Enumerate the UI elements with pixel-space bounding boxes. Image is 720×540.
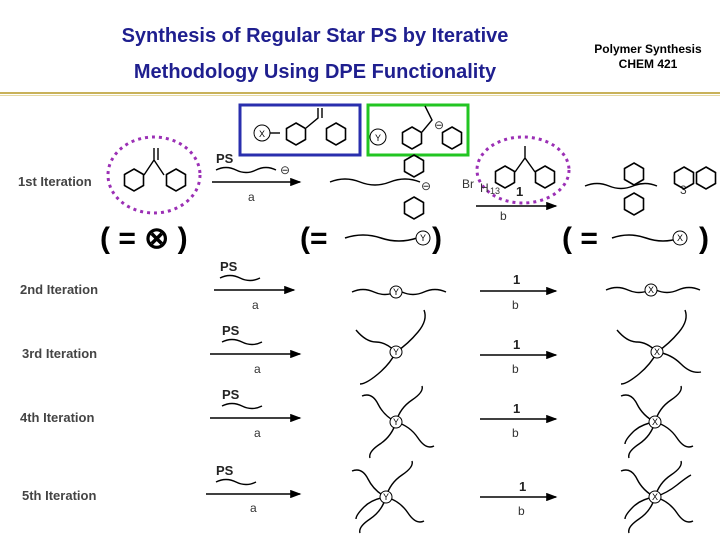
equivalence-row: [100, 222, 709, 255]
iteration-row-4: [210, 386, 693, 458]
y-node-2: Y: [392, 287, 400, 297]
course-line-1: Polymer Synthesis: [594, 42, 702, 56]
y-node-3: Y: [392, 347, 400, 357]
y-label: Y: [374, 133, 382, 143]
reagent-1-5: 1: [519, 479, 527, 494]
bromo-label: Br: [462, 177, 474, 191]
x-node-3: X: [653, 347, 661, 357]
iteration-label-3: 3rd Iteration: [22, 346, 98, 361]
step-a-4: a: [254, 426, 261, 440]
equals-y-close: ): [432, 222, 442, 255]
iteration-label-1: 1st Iteration: [18, 174, 92, 189]
step-b-2: b: [512, 298, 519, 312]
y-node-eq: Y: [419, 233, 427, 243]
reagent-1-2: 1: [513, 272, 521, 287]
reagent-ps-1: PS: [216, 151, 234, 166]
step-b-3: b: [512, 362, 519, 376]
iteration-label-4: 4th Iteration: [20, 410, 95, 425]
reagent-1-first: 1: [516, 184, 524, 199]
equals-x-open: ( =: [562, 222, 598, 255]
equals-circle-x: ( = ⊗ ): [100, 222, 188, 255]
step-b-5: b: [518, 504, 525, 518]
step-a-1: a: [248, 190, 255, 204]
h-label: H: [480, 181, 489, 195]
x-node-2: X: [647, 285, 655, 295]
y-monomer-box: [368, 105, 468, 155]
x-node-4: X: [651, 417, 659, 427]
title-line-1: Synthesis of Regular Star PS by Iterative: [121, 25, 509, 47]
reagent-ps-3: PS: [222, 323, 240, 338]
iteration-label-2: 2nd Iteration: [20, 282, 99, 297]
x-monomer-box: [240, 105, 360, 155]
step-a-3: a: [254, 362, 261, 376]
title-line-2: Methodology Using DPE Functionality: [133, 61, 497, 83]
x-node-5: X: [651, 492, 659, 502]
iteration-row-5: [206, 461, 693, 533]
iteration-row-3: [210, 310, 701, 384]
s3-label: 3: [680, 183, 687, 197]
x-node-eq: X: [676, 233, 684, 243]
iteration-row-2: [214, 259, 700, 312]
reagent-ps-2: PS: [220, 259, 238, 274]
reagent-ps-4: PS: [222, 387, 240, 402]
course-line-2: CHEM 421: [618, 57, 678, 71]
equals-y-open: (=: [300, 222, 328, 255]
y-node-5: Y: [382, 492, 390, 502]
x-label: X: [258, 129, 266, 139]
step-a-2: a: [252, 298, 259, 312]
reagent-1-4: 1: [513, 401, 521, 416]
step-a-5: a: [250, 501, 257, 515]
iteration-label-5: 5th Iteration: [22, 488, 97, 503]
reagent-ps-5: PS: [216, 463, 234, 478]
y-node-4: Y: [392, 417, 400, 427]
reagent-1-3: 1: [513, 337, 521, 352]
equals-x-close: ): [699, 222, 709, 255]
step-b-1: b: [500, 209, 507, 223]
step-b-4: b: [512, 426, 519, 440]
anion-mark-1: ⊖: [280, 163, 291, 177]
anion-mark-2: ⊖: [421, 179, 432, 193]
n13-label: 13: [490, 186, 501, 196]
iteration-row-1: [108, 137, 716, 223]
anion-mark: ⊖: [434, 118, 445, 132]
